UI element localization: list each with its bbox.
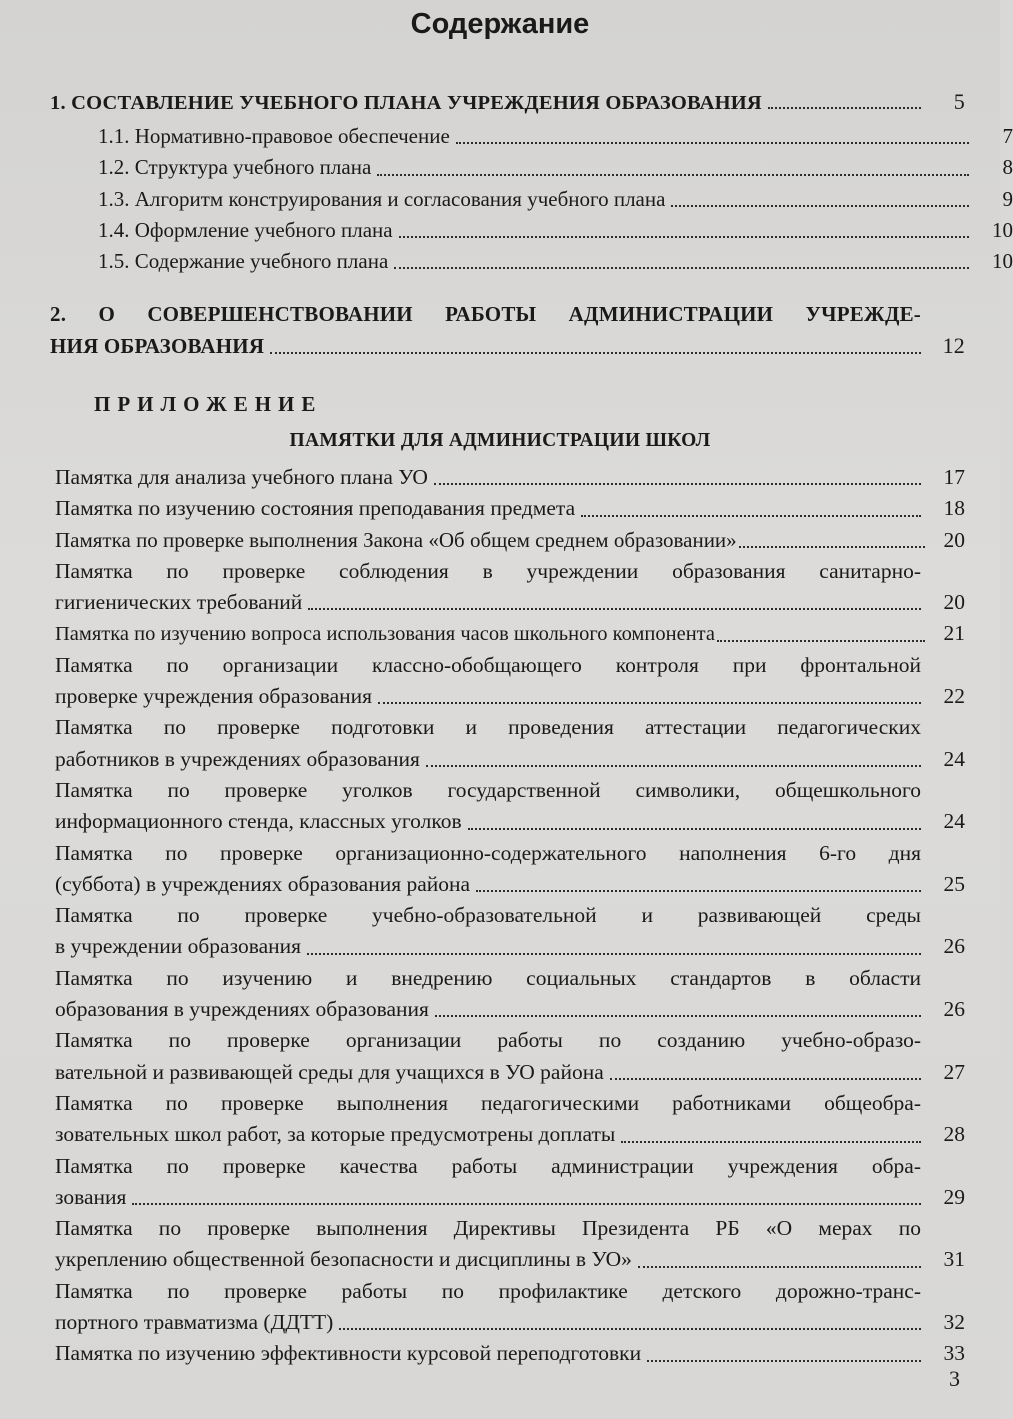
list-item xyxy=(55,462,965,493)
toc-page-number: 25 xyxy=(943,871,965,896)
toc-entry-text: образования в учреждениях образования xyxy=(55,997,429,1022)
toc-page-number: 18 xyxy=(943,496,965,521)
list-item xyxy=(55,1151,965,1214)
list-item xyxy=(55,775,965,838)
toc-entry-text: зовательных школ работ, за которые предусмотрены доплаты xyxy=(55,1122,616,1147)
leader-dots xyxy=(377,174,969,176)
toc-page-number: 33 xyxy=(943,1341,965,1366)
list-item xyxy=(55,618,965,649)
leader-dots xyxy=(468,828,921,830)
toc-entry-text: Памятка по изучению вопроса использования часов школьного компонента xyxy=(55,623,715,646)
list-item xyxy=(55,900,965,963)
toc-entry-line1: 2. О СОВЕРШЕНСТВОВАНИИ РАБОТЫ АДМИНИСТРАЦИИ УЧРЕЖДЕ- xyxy=(50,302,921,326)
toc-page-number: 7 xyxy=(1002,124,1013,148)
toc-entry-text: вательной и развивающей среды для учащихся в УО района xyxy=(55,1059,604,1084)
leader-dots xyxy=(476,890,921,892)
toc-entry-text: проверке учреждения образования xyxy=(55,684,373,709)
leader-dots xyxy=(647,1360,921,1362)
toc-entry-text: информационного стенда, классных уголков xyxy=(55,809,462,834)
toc-page-number: 28 xyxy=(943,1122,965,1147)
toc-entry-line1: Памятка по проверке организации работы по созданию учебно-образо- xyxy=(55,1028,921,1053)
toc-entry-line1: Памятка по проверке выполнения педагогическими работниками общеобра- xyxy=(55,1090,921,1115)
leader-dots xyxy=(717,640,925,642)
list-item xyxy=(55,1088,965,1151)
leader-dots xyxy=(456,142,969,144)
toc-entry-text: портного травматизма (ДДТТ) xyxy=(55,1310,334,1335)
leader-dots xyxy=(671,205,969,207)
toc-page-number: 20 xyxy=(943,590,965,615)
list-item xyxy=(55,963,965,1026)
toc-entry-line1: Памятка по проверке подготовки и проведения аттестации педагогических xyxy=(55,715,921,740)
toc-entry-line1: Памятка по проверке качества работы администрации учреждения обра- xyxy=(55,1153,921,1178)
leader-dots xyxy=(132,1203,921,1205)
leader-dots xyxy=(426,765,921,767)
list-item xyxy=(55,556,965,619)
toc-page-number: 12 xyxy=(942,333,965,359)
toc-entry-text: Памятка по изучению эффективности курсовой переподготовки xyxy=(55,1341,642,1366)
toc-page-number: 27 xyxy=(943,1059,965,1084)
list-item xyxy=(55,1025,965,1088)
toc-entry-line1: Памятка по организации классно-обобщающего контроля при фронтальной xyxy=(55,652,921,677)
list-item xyxy=(55,1338,965,1369)
toc-section-1 xyxy=(50,86,965,117)
leader-dots xyxy=(638,1266,921,1268)
toc-entry-line1: Памятка по проверке учебно-образовательной и развивающей среды xyxy=(55,903,921,928)
list-item xyxy=(55,712,965,775)
toc-page-number: 20 xyxy=(943,527,965,552)
toc-page-number: 31 xyxy=(943,1247,965,1272)
page-title: Содержание xyxy=(410,8,590,40)
toc-entry-text: 1.2. Структура учебного плана xyxy=(98,155,372,180)
toc-entry-line1: Памятка по проверке выполнения Директивы Президента РБ «О мерах по xyxy=(55,1216,921,1241)
leader-dots xyxy=(399,236,969,238)
toc-entry-line1: Памятка по проверке работы по профилактике детского дорожно-транс- xyxy=(55,1278,921,1303)
toc-page-number: 9 xyxy=(1002,186,1013,211)
leader-dots xyxy=(768,107,921,109)
toc-entry-text: укреплению общественной безопасности и дисциплины в УО» xyxy=(55,1247,632,1272)
toc-entry-text: 1.5. Содержание учебного плана xyxy=(98,249,389,274)
list-item xyxy=(55,525,965,556)
toc-entry-text: 1.4. Оформление учебного плана xyxy=(98,217,393,242)
appendix-subheading: ПАМЯТКИ ДЛЯ АДМИНИСТРАЦИИ ШКОЛ xyxy=(289,430,711,451)
toc-page-number: 29 xyxy=(943,1184,965,1209)
list-item xyxy=(55,650,965,713)
leader-dots xyxy=(434,483,921,485)
leader-dots xyxy=(339,1328,921,1330)
toc-page-number: 22 xyxy=(943,684,965,709)
leader-dots xyxy=(307,953,921,955)
leader-dots xyxy=(739,546,925,548)
list-item xyxy=(55,838,965,901)
toc-section-2 xyxy=(50,299,965,362)
leader-dots xyxy=(435,1015,921,1017)
page-number: 3 xyxy=(949,1366,960,1391)
toc-entry-text: Памятка по проверке выполнения Закона «Об общем среднем образовании» xyxy=(55,527,737,552)
toc-page-number: 24 xyxy=(943,809,965,834)
toc-entry-line1: Памятка по проверке соблюдения в учреждении образования санитарно- xyxy=(55,558,921,583)
leader-dots xyxy=(610,1078,921,1080)
toc-page-number: 24 xyxy=(943,746,965,771)
appendix-heading: ПРИЛОЖЕНИЕ xyxy=(94,392,323,416)
toc-entry-text: 1.3. Алгоритм конструирования и согласования учебного плана xyxy=(98,186,666,211)
toc-page-number: 32 xyxy=(943,1310,965,1335)
leader-dots xyxy=(581,515,921,517)
toc-entry-text: 1. СОСТАВЛЕНИЕ УЧЕБНОГО ПЛАНА УЧРЕЖДЕНИЯ ОБРАЗОВАНИЯ xyxy=(50,92,762,114)
toc-entry-text: НИЯ ОБРАЗОВАНИЯ xyxy=(50,334,265,359)
toc-entry-line1: Памятка по изучению и внедрению социальных стандартов в области xyxy=(55,965,921,990)
toc-subsections xyxy=(50,121,1013,277)
toc-entry-text: Памятка для анализа учебного плана УО xyxy=(55,465,428,489)
toc-page-number: 5 xyxy=(953,89,965,114)
toc-entry-line1: Памятка по проверке уголков государственной символики, общешкольного xyxy=(55,777,921,802)
toc-entry-text: Памятка по изучению состояния преподавания предмета xyxy=(55,496,576,521)
toc-entry-text: в учреждении образования xyxy=(55,934,302,959)
leader-dots xyxy=(621,1141,921,1143)
toc-page-number: 21 xyxy=(943,621,965,646)
toc-page-number: 17 xyxy=(943,465,965,489)
leader-dots xyxy=(378,702,921,704)
list-item xyxy=(55,1213,965,1276)
leader-dots xyxy=(270,352,921,354)
toc-entry-text: 1.1. Нормативно-правовое обеспечение xyxy=(98,124,450,148)
leader-dots xyxy=(394,267,969,269)
toc-page-number: 10 xyxy=(992,249,1013,274)
toc-entry-text: (суббота) в учреждениях образования района xyxy=(55,871,471,896)
toc-entry-line1: Памятка по проверке организационно-содержательного наполнения 6-го дня xyxy=(55,840,921,865)
list-item xyxy=(55,493,965,524)
toc-entry-text: зования xyxy=(55,1184,127,1209)
toc-page-number: 10 xyxy=(992,217,1013,242)
memo-list xyxy=(55,462,965,1370)
list-item xyxy=(55,1276,965,1339)
leader-dots xyxy=(308,608,921,610)
toc-page-number: 26 xyxy=(943,997,965,1022)
toc-entry-text: гигиенических требований xyxy=(55,590,303,615)
toc-page-number: 26 xyxy=(943,934,965,959)
toc-entry-text: работников в учреждениях образования xyxy=(55,746,420,771)
toc-page-number: 8 xyxy=(1002,155,1013,180)
